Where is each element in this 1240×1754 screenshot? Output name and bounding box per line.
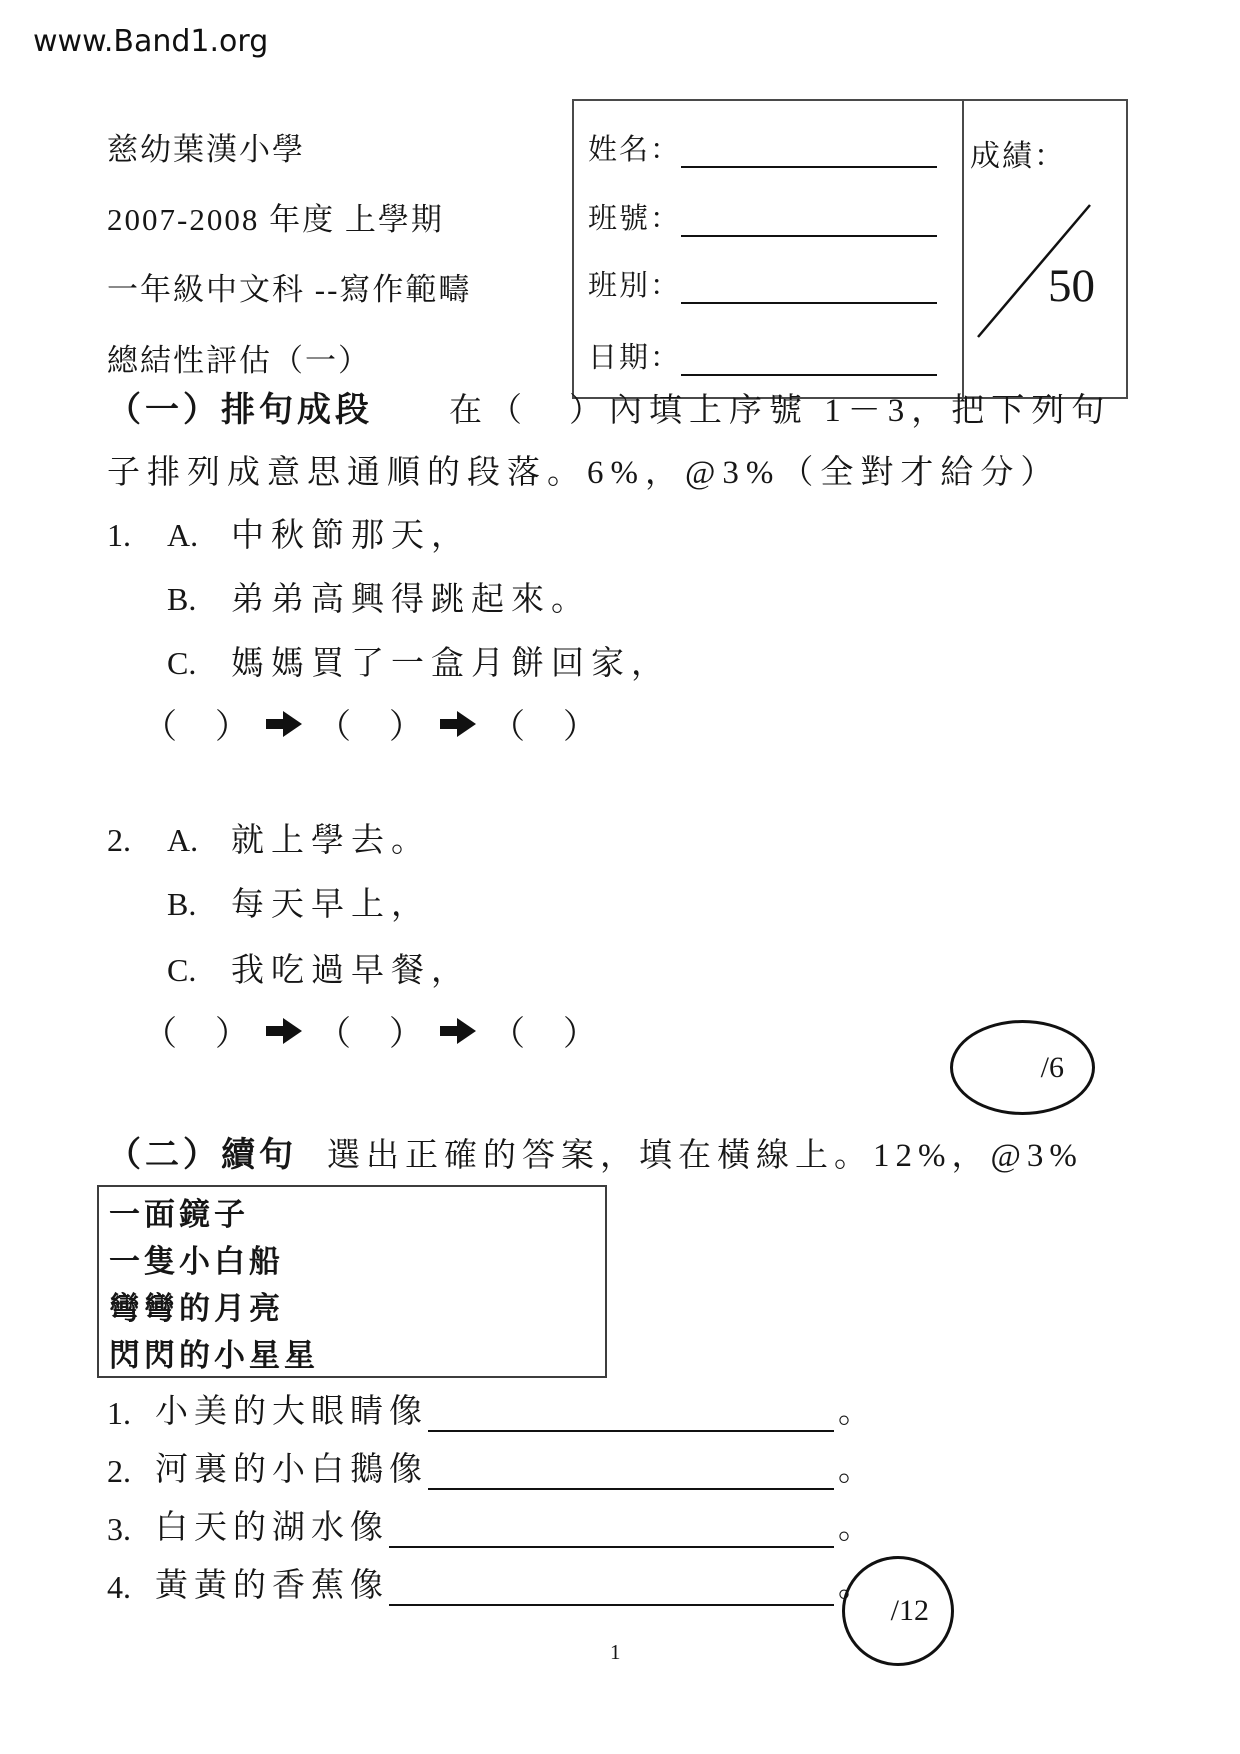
- item1-answer-sequence: [143, 699, 599, 748]
- student-info-box: [572, 99, 1128, 399]
- section2-instruction: 選出正確的答案，填在橫線上。12%，@3%: [327, 1138, 1083, 1174]
- item2-option-b: B. 每天早上，: [167, 886, 431, 923]
- item2-option-c: C. 我吃過早餐，: [167, 952, 471, 989]
- class-number-blank[interactable]: [681, 201, 937, 237]
- answer-paren[interactable]: （ ）: [491, 1016, 599, 1053]
- item2-option-a: 2. A. 就上學去。: [107, 822, 431, 859]
- watermark-url: www.Band1.org: [33, 24, 269, 59]
- arrow-right-icon: [265, 1017, 303, 1045]
- subject-line: 一年級中文科 --寫作範疇: [107, 272, 472, 307]
- section2-heading: [107, 1127, 1083, 1176]
- assessment-title: 總結性評估（一）: [107, 343, 371, 378]
- name-label: 姓名：: [588, 134, 682, 166]
- word-bank-item: 一隻小白船: [109, 1244, 284, 1279]
- section2-score-oval: [842, 1556, 954, 1666]
- score-label: 成績：: [970, 140, 1066, 173]
- answer-blank-2[interactable]: [428, 1448, 834, 1490]
- answer-paren[interactable]: （ ）: [317, 1016, 425, 1053]
- arrow-right-icon: [439, 710, 477, 738]
- item2-number: 2.: [107, 822, 131, 858]
- date-label: 日期：: [588, 342, 682, 374]
- item1-number: 1.: [107, 517, 131, 553]
- word-bank-item: 閃閃的小星星: [109, 1338, 319, 1373]
- page-number: 1: [610, 1640, 621, 1664]
- item1-option-a: 1. A. 中秋節那天，: [107, 517, 471, 554]
- arrow-right-icon: [439, 1017, 477, 1045]
- option-label: A.: [167, 517, 199, 553]
- item2-answer-sequence: [143, 1006, 599, 1055]
- option-label: C.: [167, 645, 197, 681]
- word-bank-item: 彎彎的月亮: [109, 1291, 284, 1326]
- section1-title: （一）排句成段: [107, 392, 373, 429]
- score-slash-line: [962, 101, 1130, 397]
- name-blank[interactable]: [681, 132, 937, 168]
- question-row-1: 1. 小美的大眼睛像 。: [107, 1386, 871, 1432]
- section1-score-badge: /6: [1040, 1050, 1064, 1084]
- date-blank[interactable]: [681, 340, 937, 376]
- arrow-right-icon: [265, 710, 303, 738]
- score-total: 50: [1048, 260, 1095, 312]
- option-label: A.: [167, 822, 199, 858]
- school-year: 2007-2008 年度 上學期: [107, 202, 444, 237]
- option-label: B.: [167, 886, 197, 922]
- answer-paren[interactable]: （ ）: [143, 1016, 251, 1053]
- answer-blank-4[interactable]: [389, 1564, 834, 1606]
- class-number-label: 班號：: [588, 203, 682, 235]
- item1-option-b: B. 弟弟高興得跳起來。: [167, 581, 591, 618]
- question-row-2: 2. 河裏的小白鵝像 。: [107, 1444, 871, 1490]
- answer-paren[interactable]: （ ）: [143, 709, 251, 746]
- answer-paren[interactable]: （ ）: [317, 709, 425, 746]
- answer-paren[interactable]: （ ）: [491, 709, 599, 746]
- section1-instruction: 在（ ）內填上序號 1－3，把下列句: [449, 393, 1112, 429]
- section1-heading: [107, 382, 1111, 431]
- class-blank[interactable]: [681, 268, 937, 304]
- section1-instruction-line2: 子排列成意思通順的段落。6%，@3%（全對才給分）: [107, 455, 1061, 491]
- question-row-3: 3. 白天的湖水像 。: [107, 1502, 871, 1548]
- word-bank-box: [97, 1185, 607, 1378]
- school-name: 慈幼葉漢小學: [107, 132, 305, 167]
- section2-score-badge: /12: [890, 1594, 929, 1627]
- class-label: 班別：: [588, 270, 682, 302]
- answer-blank-1[interactable]: [428, 1390, 834, 1432]
- question-row-4: 4. 黃黃的香蕉像 。: [107, 1560, 871, 1606]
- section1-score-oval: [950, 1020, 1095, 1115]
- answer-blank-3[interactable]: [389, 1506, 834, 1548]
- option-label: C.: [167, 952, 197, 988]
- word-bank-item: 一面鏡子: [109, 1197, 249, 1232]
- section2-title: （二）續句: [107, 1137, 297, 1174]
- option-label: B.: [167, 581, 197, 617]
- item1-option-c: C. 媽媽買了一盒月餅回家，: [167, 645, 671, 682]
